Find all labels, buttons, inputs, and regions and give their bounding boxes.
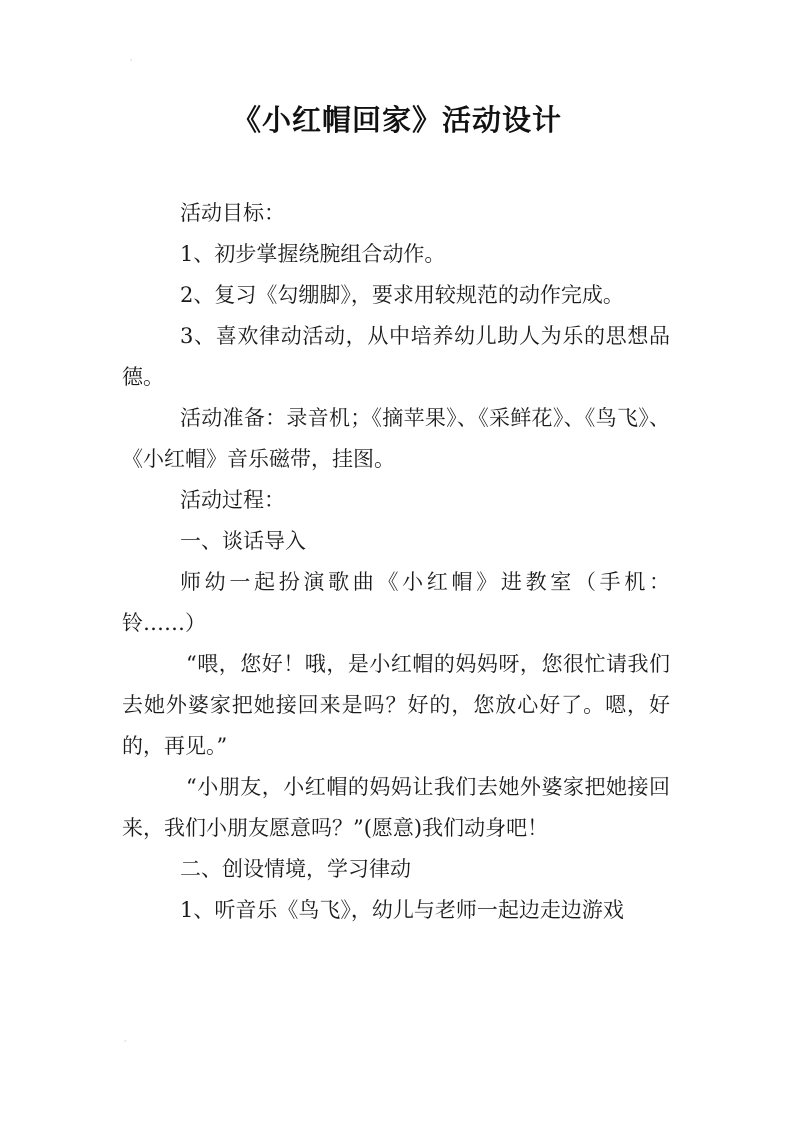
paragraph-goal-1: 1、初步掌握绕腕组合动作。 [180,242,446,266]
paragraph-quote-2: “小朋友，小红帽的妈妈让我们去她外婆家把她接回来，我们小朋友愿意吗？”(愿意)我们动身吧！ [122,775,670,840]
paragraph-section-2: 二、创设情境，学习律动 [180,857,411,881]
paragraph-process-heading: 活动过程： [180,488,285,512]
paragraph-preparation: 活动准备：录音机；《摘苹果》、《采鲜花》、《鸟飞》、《小红帽》音乐磁带，挂图。 [122,406,670,471]
scan-speck: , [124,1034,127,1043]
document-title: 《小红帽回家》活动设计 [231,103,562,137]
paragraph-goal-2: 2、复习《勾绷脚》，要求用较规范的动作完成。 [180,283,624,307]
paragraph-intro: 师幼一起扮演歌曲《小红帽》进教室（手机：铃……） [122,570,670,635]
paragraph-quote-1: “喂，您好！哦，是小红帽的妈妈呀，您很忙请我们去她外婆家把她接回来是吗？好的，您放心好了。嗯，好的，再见。” [122,652,670,758]
paragraph-goal-heading: 活动目标： [180,201,285,225]
paragraph-step-1: 1、听音乐《鸟飞》，幼儿与老师一起边走边游戏 [180,898,624,922]
paragraph-section-1: 一、谈话导入 [180,529,306,553]
paragraph-goal-3: 3、喜欢律动活动，从中培养幼儿助人为乐的思想品德。 [122,324,670,389]
document-body [122,193,670,931]
scan-speck: ' [130,58,133,67]
